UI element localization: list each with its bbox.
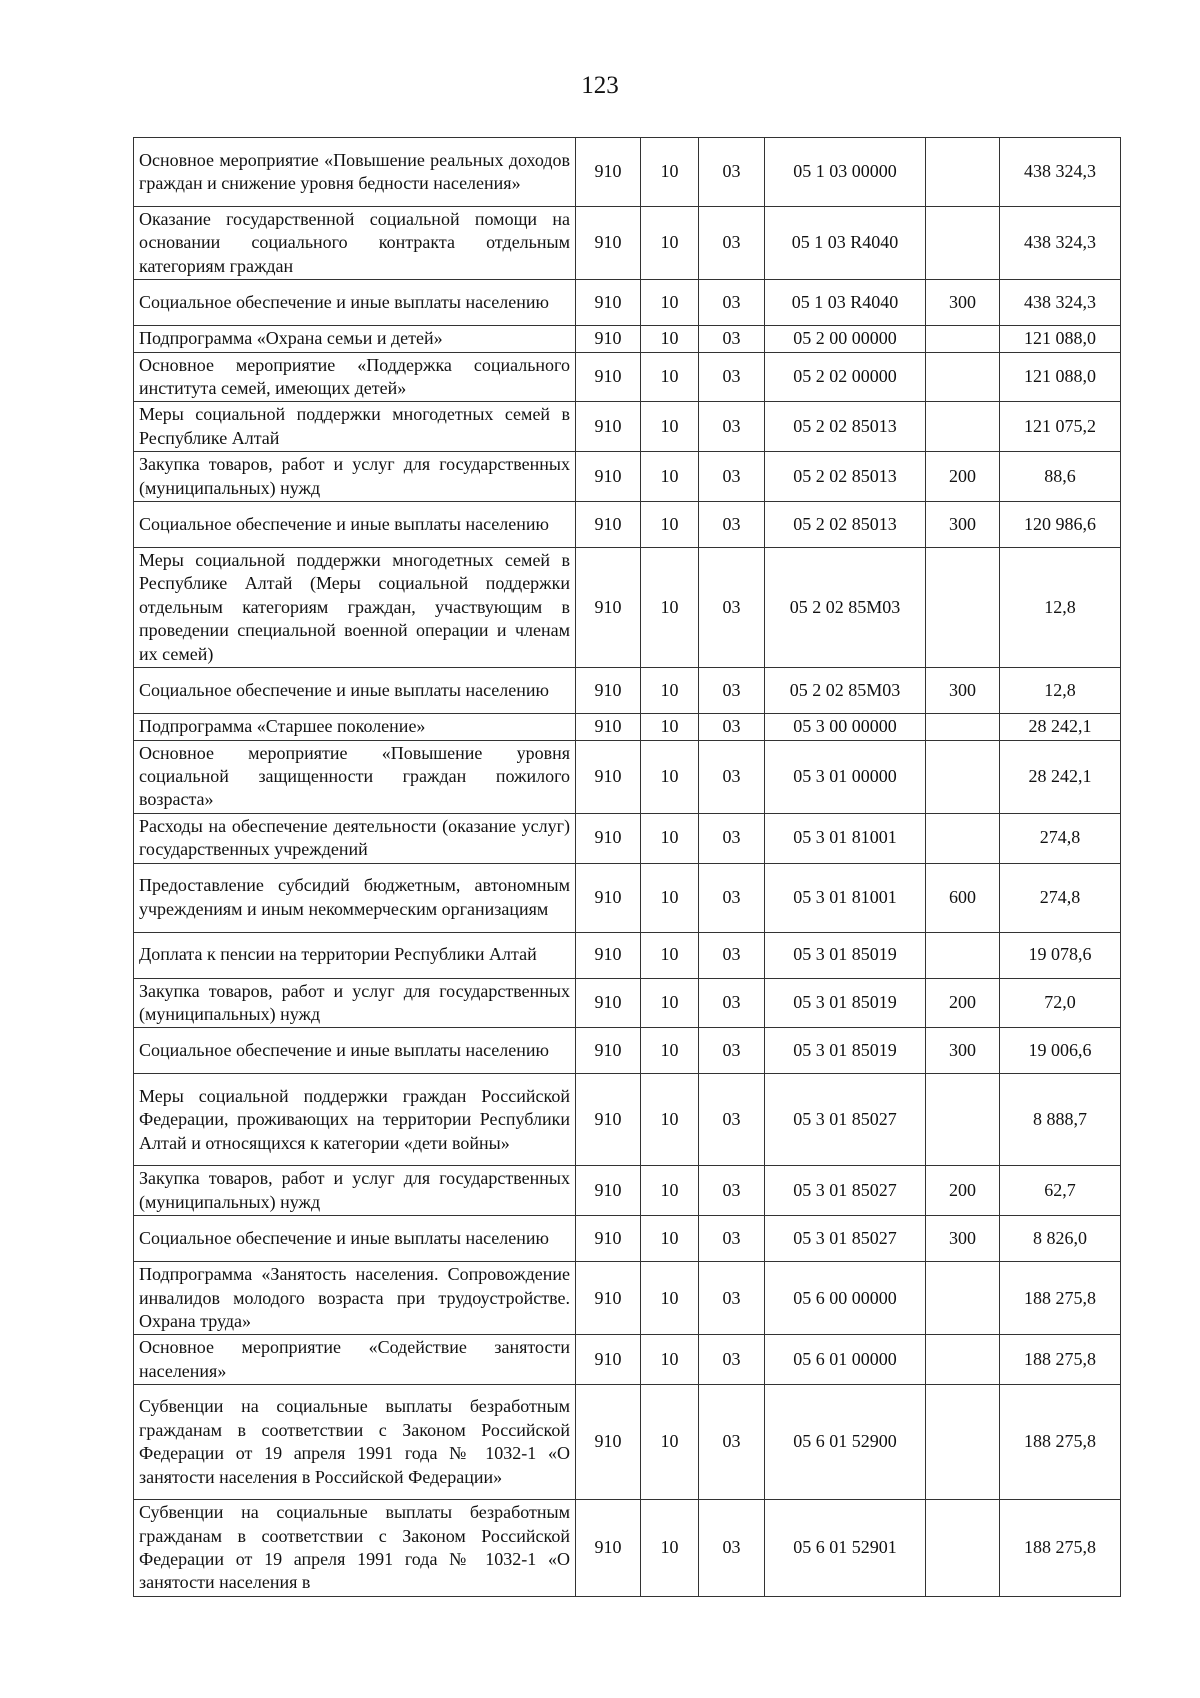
ministry-code-cell: 910 (576, 1385, 641, 1500)
ministry-code-cell: 910 (576, 548, 641, 668)
target-article-cell: 05 6 00 00000 (765, 1262, 926, 1335)
subsection-code-cell: 03 (699, 280, 765, 326)
row-name-cell: Подпрограмма «Охрана семьи и детей» (134, 326, 576, 352)
target-article-cell: 05 2 00 00000 (765, 326, 926, 352)
row-name-cell: Социальное обеспечение и иные выплаты населению (134, 1028, 576, 1074)
amount-cell: 274,8 (1000, 863, 1121, 932)
row-name-cell: Субвенции на социальные выплаты безработным гражданам в соответствии с Законом Российской Федерации от 19 апреля 1991 года № 1032-1 «О занятости населения в Российской Федерации» (134, 1385, 576, 1500)
amount-cell: 19 078,6 (1000, 932, 1121, 978)
expense-type-cell (926, 352, 1000, 402)
target-article-cell: 05 3 01 85019 (765, 932, 926, 978)
subsection-code-cell: 03 (699, 138, 765, 207)
table-row (134, 1385, 1121, 1500)
amount-cell: 121 088,0 (1000, 352, 1121, 402)
ministry-code-cell: 910 (576, 1166, 641, 1216)
row-name-cell: Закупка товаров, работ и услуг для государственных (муниципальных) нужд (134, 978, 576, 1028)
target-article-cell: 05 6 01 52901 (765, 1500, 926, 1597)
table-row (134, 502, 1121, 548)
table-row (134, 932, 1121, 978)
section-code-cell: 10 (641, 1500, 699, 1597)
table-row (134, 863, 1121, 932)
amount-cell: 188 275,8 (1000, 1262, 1121, 1335)
table-row (134, 813, 1121, 863)
subsection-code-cell: 03 (699, 1335, 765, 1385)
row-name-cell: Меры социальной поддержки многодетных семей в Республике Алтай (Меры социальной поддержки отдельным категориям граждан, участвующим в проведении специальной военной операции и членам их семей) (134, 548, 576, 668)
amount-cell: 121 075,2 (1000, 402, 1121, 452)
row-name-cell: Основное мероприятие «Повышение реальных доходов граждан и снижение уровня бедности населения» (134, 138, 576, 207)
target-article-cell: 05 2 02 85M03 (765, 668, 926, 714)
ministry-code-cell: 910 (576, 740, 641, 813)
budget-table (133, 137, 1121, 1597)
target-article-cell: 05 3 00 00000 (765, 714, 926, 740)
target-article-cell: 05 6 01 00000 (765, 1335, 926, 1385)
row-name-cell: Оказание государственной социальной помощи на основании социального контракта отдельным категориям граждан (134, 207, 576, 280)
row-name-cell: Основное мероприятие «Повышение уровня социальной защищенности граждан пожилого возраста» (134, 740, 576, 813)
section-code-cell: 10 (641, 452, 699, 502)
target-article-cell: 05 2 02 85013 (765, 502, 926, 548)
section-code-cell: 10 (641, 668, 699, 714)
ministry-code-cell: 910 (576, 1500, 641, 1597)
table-row (134, 138, 1121, 207)
subsection-code-cell: 03 (699, 978, 765, 1028)
table-row (134, 740, 1121, 813)
subsection-code-cell: 03 (699, 1074, 765, 1166)
ministry-code-cell: 910 (576, 502, 641, 548)
section-code-cell: 10 (641, 1166, 699, 1216)
ministry-code-cell: 910 (576, 813, 641, 863)
table-row (134, 978, 1121, 1028)
subsection-code-cell: 03 (699, 932, 765, 978)
section-code-cell: 10 (641, 714, 699, 740)
target-article-cell: 05 3 01 81001 (765, 813, 926, 863)
subsection-code-cell: 03 (699, 452, 765, 502)
amount-cell: 438 324,3 (1000, 280, 1121, 326)
expense-type-cell: 200 (926, 452, 1000, 502)
section-code-cell: 10 (641, 978, 699, 1028)
amount-cell: 274,8 (1000, 813, 1121, 863)
target-article-cell: 05 3 01 00000 (765, 740, 926, 813)
section-code-cell: 10 (641, 1385, 699, 1500)
subsection-code-cell: 03 (699, 863, 765, 932)
ministry-code-cell: 910 (576, 1335, 641, 1385)
expense-type-cell: 300 (926, 280, 1000, 326)
table-row (134, 1074, 1121, 1166)
expense-type-cell: 300 (926, 668, 1000, 714)
subsection-code-cell: 03 (699, 207, 765, 280)
row-name-cell: Расходы на обеспечение деятельности (оказание услуг) государственных учреждений (134, 813, 576, 863)
amount-cell: 12,8 (1000, 548, 1121, 668)
ministry-code-cell: 910 (576, 1028, 641, 1074)
subsection-code-cell: 03 (699, 1216, 765, 1262)
section-code-cell: 10 (641, 863, 699, 932)
expense-type-cell (926, 813, 1000, 863)
section-code-cell: 10 (641, 502, 699, 548)
expense-type-cell: 300 (926, 1028, 1000, 1074)
section-code-cell: 10 (641, 813, 699, 863)
ministry-code-cell: 910 (576, 978, 641, 1028)
amount-cell: 121 088,0 (1000, 326, 1121, 352)
expense-type-cell: 200 (926, 978, 1000, 1028)
expense-type-cell: 300 (926, 502, 1000, 548)
subsection-code-cell: 03 (699, 1262, 765, 1335)
row-name-cell: Доплата к пенсии на территории Республики Алтай (134, 932, 576, 978)
amount-cell: 28 242,1 (1000, 740, 1121, 813)
expense-type-cell (926, 932, 1000, 978)
page-number: 123 (581, 72, 619, 99)
expense-type-cell (926, 326, 1000, 352)
row-name-cell: Меры социальной поддержки многодетных семей в Республике Алтай (134, 402, 576, 452)
table-row (134, 352, 1121, 402)
target-article-cell: 05 1 03 R4040 (765, 207, 926, 280)
target-article-cell: 05 2 02 85M03 (765, 548, 926, 668)
target-article-cell: 05 3 01 85019 (765, 978, 926, 1028)
amount-cell: 438 324,3 (1000, 207, 1121, 280)
section-code-cell: 10 (641, 1028, 699, 1074)
expense-type-cell (926, 1500, 1000, 1597)
table-row (134, 1335, 1121, 1385)
row-name-cell: Подпрограмма «Старшее поколение» (134, 714, 576, 740)
expense-type-cell (926, 402, 1000, 452)
target-article-cell: 05 3 01 81001 (765, 863, 926, 932)
table-row (134, 548, 1121, 668)
amount-cell: 188 275,8 (1000, 1335, 1121, 1385)
row-name-cell: Социальное обеспечение и иные выплаты населению (134, 502, 576, 548)
expense-type-cell (926, 1335, 1000, 1385)
subsection-code-cell: 03 (699, 352, 765, 402)
section-code-cell: 10 (641, 1262, 699, 1335)
section-code-cell: 10 (641, 548, 699, 668)
target-article-cell: 05 3 01 85019 (765, 1028, 926, 1074)
row-name-cell: Социальное обеспечение и иные выплаты населению (134, 280, 576, 326)
target-article-cell: 05 2 02 85013 (765, 452, 926, 502)
target-article-cell: 05 3 01 85027 (765, 1216, 926, 1262)
subsection-code-cell: 03 (699, 668, 765, 714)
row-name-cell: Предоставление субсидий бюджетным, автономным учреждениям и иным некоммерческим организациям (134, 863, 576, 932)
target-article-cell: 05 1 03 R4040 (765, 280, 926, 326)
section-code-cell: 10 (641, 138, 699, 207)
subsection-code-cell: 03 (699, 326, 765, 352)
table-row (134, 1500, 1121, 1597)
expense-type-cell: 300 (926, 1216, 1000, 1262)
table-row (134, 1028, 1121, 1074)
ministry-code-cell: 910 (576, 280, 641, 326)
subsection-code-cell: 03 (699, 714, 765, 740)
subsection-code-cell: 03 (699, 813, 765, 863)
section-code-cell: 10 (641, 1335, 699, 1385)
amount-cell: 62,7 (1000, 1166, 1121, 1216)
table-row (134, 714, 1121, 740)
row-name-cell: Закупка товаров, работ и услуг для государственных (муниципальных) нужд (134, 452, 576, 502)
table-row (134, 402, 1121, 452)
target-article-cell: 05 6 01 52900 (765, 1385, 926, 1500)
table-row (134, 1216, 1121, 1262)
ministry-code-cell: 910 (576, 714, 641, 740)
ministry-code-cell: 910 (576, 452, 641, 502)
expense-type-cell: 600 (926, 863, 1000, 932)
amount-cell: 72,0 (1000, 978, 1121, 1028)
ministry-code-cell: 910 (576, 863, 641, 932)
amount-cell: 188 275,8 (1000, 1500, 1121, 1597)
amount-cell: 88,6 (1000, 452, 1121, 502)
target-article-cell: 05 2 02 85013 (765, 402, 926, 452)
amount-cell: 28 242,1 (1000, 714, 1121, 740)
expense-type-cell (926, 1074, 1000, 1166)
section-code-cell: 10 (641, 1216, 699, 1262)
subsection-code-cell: 03 (699, 1166, 765, 1216)
subsection-code-cell: 03 (699, 502, 765, 548)
amount-cell: 8 826,0 (1000, 1216, 1121, 1262)
ministry-code-cell: 910 (576, 402, 641, 452)
row-name-cell: Подпрограмма «Занятость населения. Сопровождение инвалидов молодого возраста при трудоустройстве. Охрана труда» (134, 1262, 576, 1335)
subsection-code-cell: 03 (699, 740, 765, 813)
ministry-code-cell: 910 (576, 1216, 641, 1262)
section-code-cell: 10 (641, 326, 699, 352)
ministry-code-cell: 910 (576, 138, 641, 207)
subsection-code-cell: 03 (699, 548, 765, 668)
table-row (134, 326, 1121, 352)
target-article-cell: 05 3 01 85027 (765, 1166, 926, 1216)
table-row (134, 207, 1121, 280)
expense-type-cell (926, 1385, 1000, 1500)
row-name-cell: Меры социальной поддержки граждан Российской Федерации, проживающих на территории Республики Алтай и относящихся к категории «дети войны» (134, 1074, 576, 1166)
expense-type-cell (926, 1262, 1000, 1335)
expense-type-cell (926, 714, 1000, 740)
ministry-code-cell: 910 (576, 1074, 641, 1166)
ministry-code-cell: 910 (576, 932, 641, 978)
table-row (134, 668, 1121, 714)
row-name-cell: Социальное обеспечение и иные выплаты населению (134, 1216, 576, 1262)
expense-type-cell (926, 740, 1000, 813)
ministry-code-cell: 910 (576, 1262, 641, 1335)
subsection-code-cell: 03 (699, 1500, 765, 1597)
row-name-cell: Закупка товаров, работ и услуг для государственных (муниципальных) нужд (134, 1166, 576, 1216)
ministry-code-cell: 910 (576, 326, 641, 352)
row-name-cell: Основное мероприятие «Содействие занятости населения» (134, 1335, 576, 1385)
section-code-cell: 10 (641, 352, 699, 402)
ministry-code-cell: 910 (576, 207, 641, 280)
subsection-code-cell: 03 (699, 402, 765, 452)
expense-type-cell: 200 (926, 1166, 1000, 1216)
ministry-code-cell: 910 (576, 668, 641, 714)
section-code-cell: 10 (641, 740, 699, 813)
section-code-cell: 10 (641, 932, 699, 978)
section-code-cell: 10 (641, 1074, 699, 1166)
amount-cell: 19 006,6 (1000, 1028, 1121, 1074)
section-code-cell: 10 (641, 207, 699, 280)
row-name-cell: Социальное обеспечение и иные выплаты населению (134, 668, 576, 714)
ministry-code-cell: 910 (576, 352, 641, 402)
row-name-cell: Основное мероприятие «Поддержка социального института семей, имеющих детей» (134, 352, 576, 402)
section-code-cell: 10 (641, 402, 699, 452)
target-article-cell: 05 3 01 85027 (765, 1074, 926, 1166)
row-name-cell: Субвенции на социальные выплаты безработным гражданам в соответствии с Законом Российской Федерации от 19 апреля 1991 года № 1032-1 «О занятости населения в (134, 1500, 576, 1597)
target-article-cell: 05 2 02 00000 (765, 352, 926, 402)
expense-type-cell (926, 207, 1000, 280)
table-row (134, 1166, 1121, 1216)
amount-cell: 120 986,6 (1000, 502, 1121, 548)
subsection-code-cell: 03 (699, 1028, 765, 1074)
expense-type-cell (926, 548, 1000, 668)
section-code-cell: 10 (641, 280, 699, 326)
table-row (134, 452, 1121, 502)
amount-cell: 188 275,8 (1000, 1385, 1121, 1500)
amount-cell: 12,8 (1000, 668, 1121, 714)
table-row (134, 1262, 1121, 1335)
table-row (134, 280, 1121, 326)
amount-cell: 8 888,7 (1000, 1074, 1121, 1166)
subsection-code-cell: 03 (699, 1385, 765, 1500)
expense-type-cell (926, 138, 1000, 207)
target-article-cell: 05 1 03 00000 (765, 138, 926, 207)
amount-cell: 438 324,3 (1000, 138, 1121, 207)
